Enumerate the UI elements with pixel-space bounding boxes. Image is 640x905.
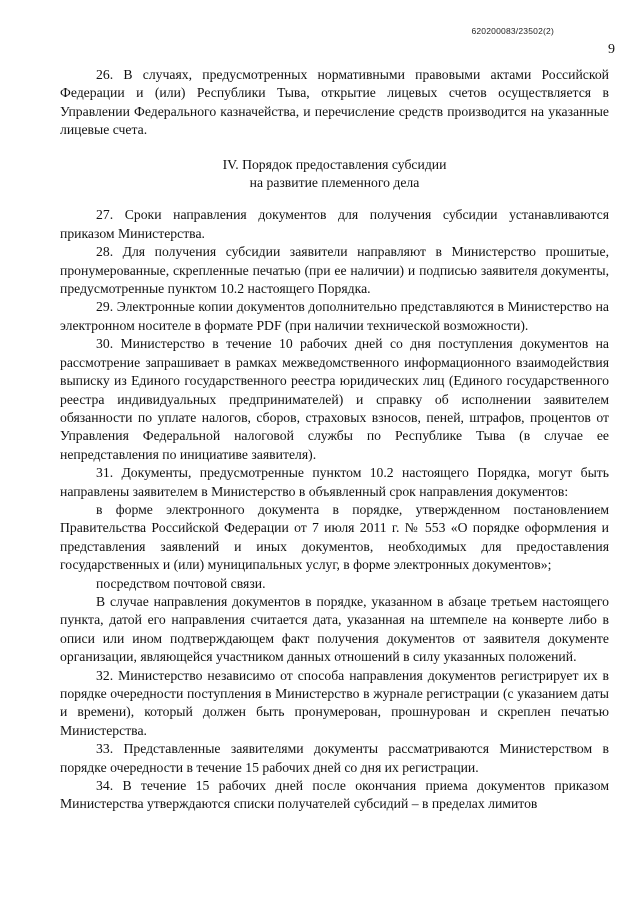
section-title-line-2: на развитие племенного дела	[249, 175, 420, 191]
paragraph-33: 33. Представленные заявителями документы рассматриваются Министерством в порядке очередности в течение 15 рабочих дней со дня их регистрации.	[60, 741, 609, 775]
paragraph-30: 30. Министерство в течение 10 рабочих дней со дня поступления документов на рассмотрение запрашивает в рамках межведомственного информационного взаимодействия выписку из Единого государственного реестра юридических лиц (Единого государственного реестра индивидуальных предпринимателей) и справку об исполнении заявителем обязанности по уплате налогов, сборов, страховых взносов, пеней, штрафов, процентов от Управления Федеральной налоговой службы по Республике Тыва (в случае ее непредставления по инициативе заявителя).	[60, 336, 609, 462]
page-number: 9	[608, 42, 615, 57]
paragraph-29: 29. Электронные копии документов дополнительно представляются в Министерство на электронном носителе в формате PDF (при наличии технической возможности).	[60, 299, 609, 333]
paragraph-34: 34. В течение 15 рабочих дней после окончания приема документов приказом Министерства утверждаются списки получателей субсидий – в пределах лимитов	[60, 778, 609, 812]
paragraph-28: 28. Для получения субсидии заявители направляют в Министерство прошитые, пронумерованные, скрепленные печатью (при ее наличии) и подписью заявителя документы, предусмотренные пунктом 10.2 настоящего Порядка.	[60, 244, 609, 297]
paragraph-26: 26. В случаях, предусмотренных нормативными правовыми актами Российской Федерации и (или) Республики Тыва, открытие лицевых счетов осуществляется в Управлении Федерального казначейства, и перечисление средств производится на указанные лицевые счета.	[60, 67, 609, 138]
paragraph-31-postal-date: В случае направления документов в порядке, указанном в абзаце третьем настоящего пункта, датой его направления считается дата, указанная на штемпеле на конверте либо в описи или ином подтверждающем факт получения документов от заявителя документе организации, являющейся участником данных отношений в силу указанных положений.	[60, 593, 609, 665]
paragraph-27: 27. Сроки направления документов для получения субсидии устанавливаются приказом Министерства.	[60, 207, 609, 241]
paragraph-31-postal: посредством почтовой связи.	[96, 575, 266, 591]
section-title-line-1: IV. Порядок предоставления субсидии	[222, 156, 447, 172]
paragraph-31: 31. Документы, предусмотренные пунктом 10.2 настоящего Порядка, могут быть направлены заявителем в Министерство в объявленный срок направления документов:	[60, 465, 609, 499]
document-body	[60, 66, 609, 814]
document-id: 620200083/23502(2)	[471, 26, 554, 36]
paragraph-32: 32. Министерство независимо от способа направления документов регистрирует их в порядке очередности поступления в Министерство в журнале регистрации (с указанием даты и времени), который должен быть пронумерован, прошнурован и скреплен печатью Министерства.	[60, 667, 609, 738]
paragraph-31-electronic: в форме электронного документа в порядке, утвержденном постановлением Правительства Российской Федерации от 7 июля 2011 г. № 553 «О порядке оформления и представления заявлений и иных документов, необходимых для предоставления государственных и (или) муниципальных услуг, в форме электронных документов»;	[60, 501, 609, 573]
section-heading	[60, 156, 609, 193]
